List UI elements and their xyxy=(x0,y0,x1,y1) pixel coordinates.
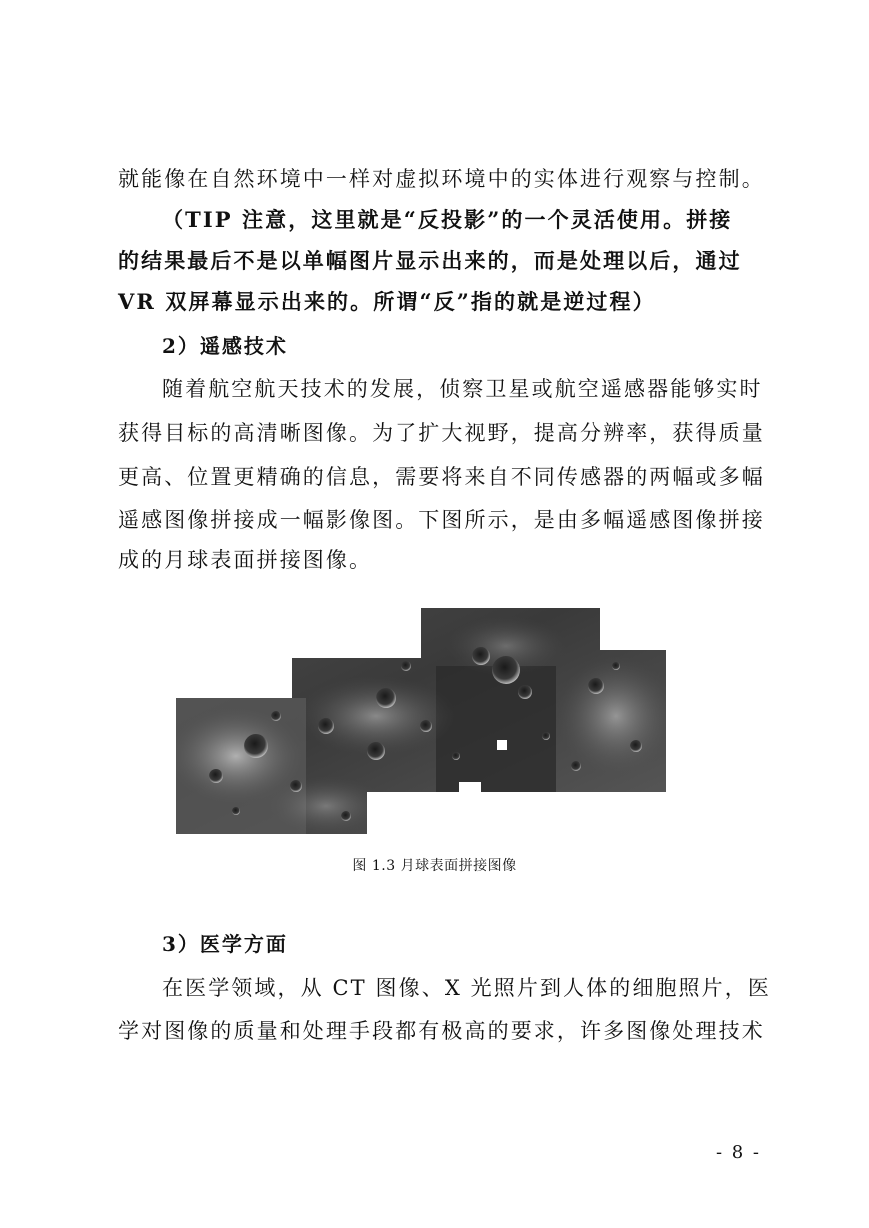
tip-note-line: VR 双屏幕显示出来的。所谓“反”指的就是逆过程） xyxy=(118,289,656,314)
section-heading-remote-sensing: 2）遥感技术 xyxy=(162,334,288,358)
paragraph-line: 随着航空航天技术的发展，侦察卫星或航空遥感器能够实时 xyxy=(162,377,763,401)
paragraph-line: 成的月球表面拼接图像。 xyxy=(118,548,373,572)
tip-note-line: （TIP 注意，这里就是“反投影”的一个灵活使用。拼接 xyxy=(162,207,733,232)
section-heading-medical: 3）医学方面 xyxy=(162,932,288,956)
moon-surface-mosaic-image xyxy=(176,606,668,836)
tip-note-line: 的结果最后不是以单幅图片显示出来的，而是处理以后，通过 xyxy=(118,248,742,273)
paragraph-line: 更高、位置更精确的信息，需要将来自不同传感器的两幅或多幅 xyxy=(118,465,765,489)
paragraph-line: 学对图像的质量和处理手段都有极高的要求，许多图像处理技术 xyxy=(118,1019,765,1043)
moon-mosaic-figure xyxy=(176,606,668,836)
paragraph-line: 在医学领域，从 CT 图像、X 光照片到人体的细胞照片，医 xyxy=(162,976,771,1000)
page-number: - 8 - xyxy=(715,1142,761,1163)
paragraph-line: 遥感图像拼接成一幅影像图。下图所示，是由多幅遥感图像拼接 xyxy=(118,508,765,532)
paragraph-line: 就能像在自然环境中一样对虚拟环境中的实体进行观察与控制。 xyxy=(118,167,765,191)
figure-caption: 图 1.3 月球表面拼接图像 xyxy=(352,858,517,874)
paragraph-line: 获得目标的高清晰图像。为了扩大视野，提高分辨率，获得质量 xyxy=(118,421,765,445)
